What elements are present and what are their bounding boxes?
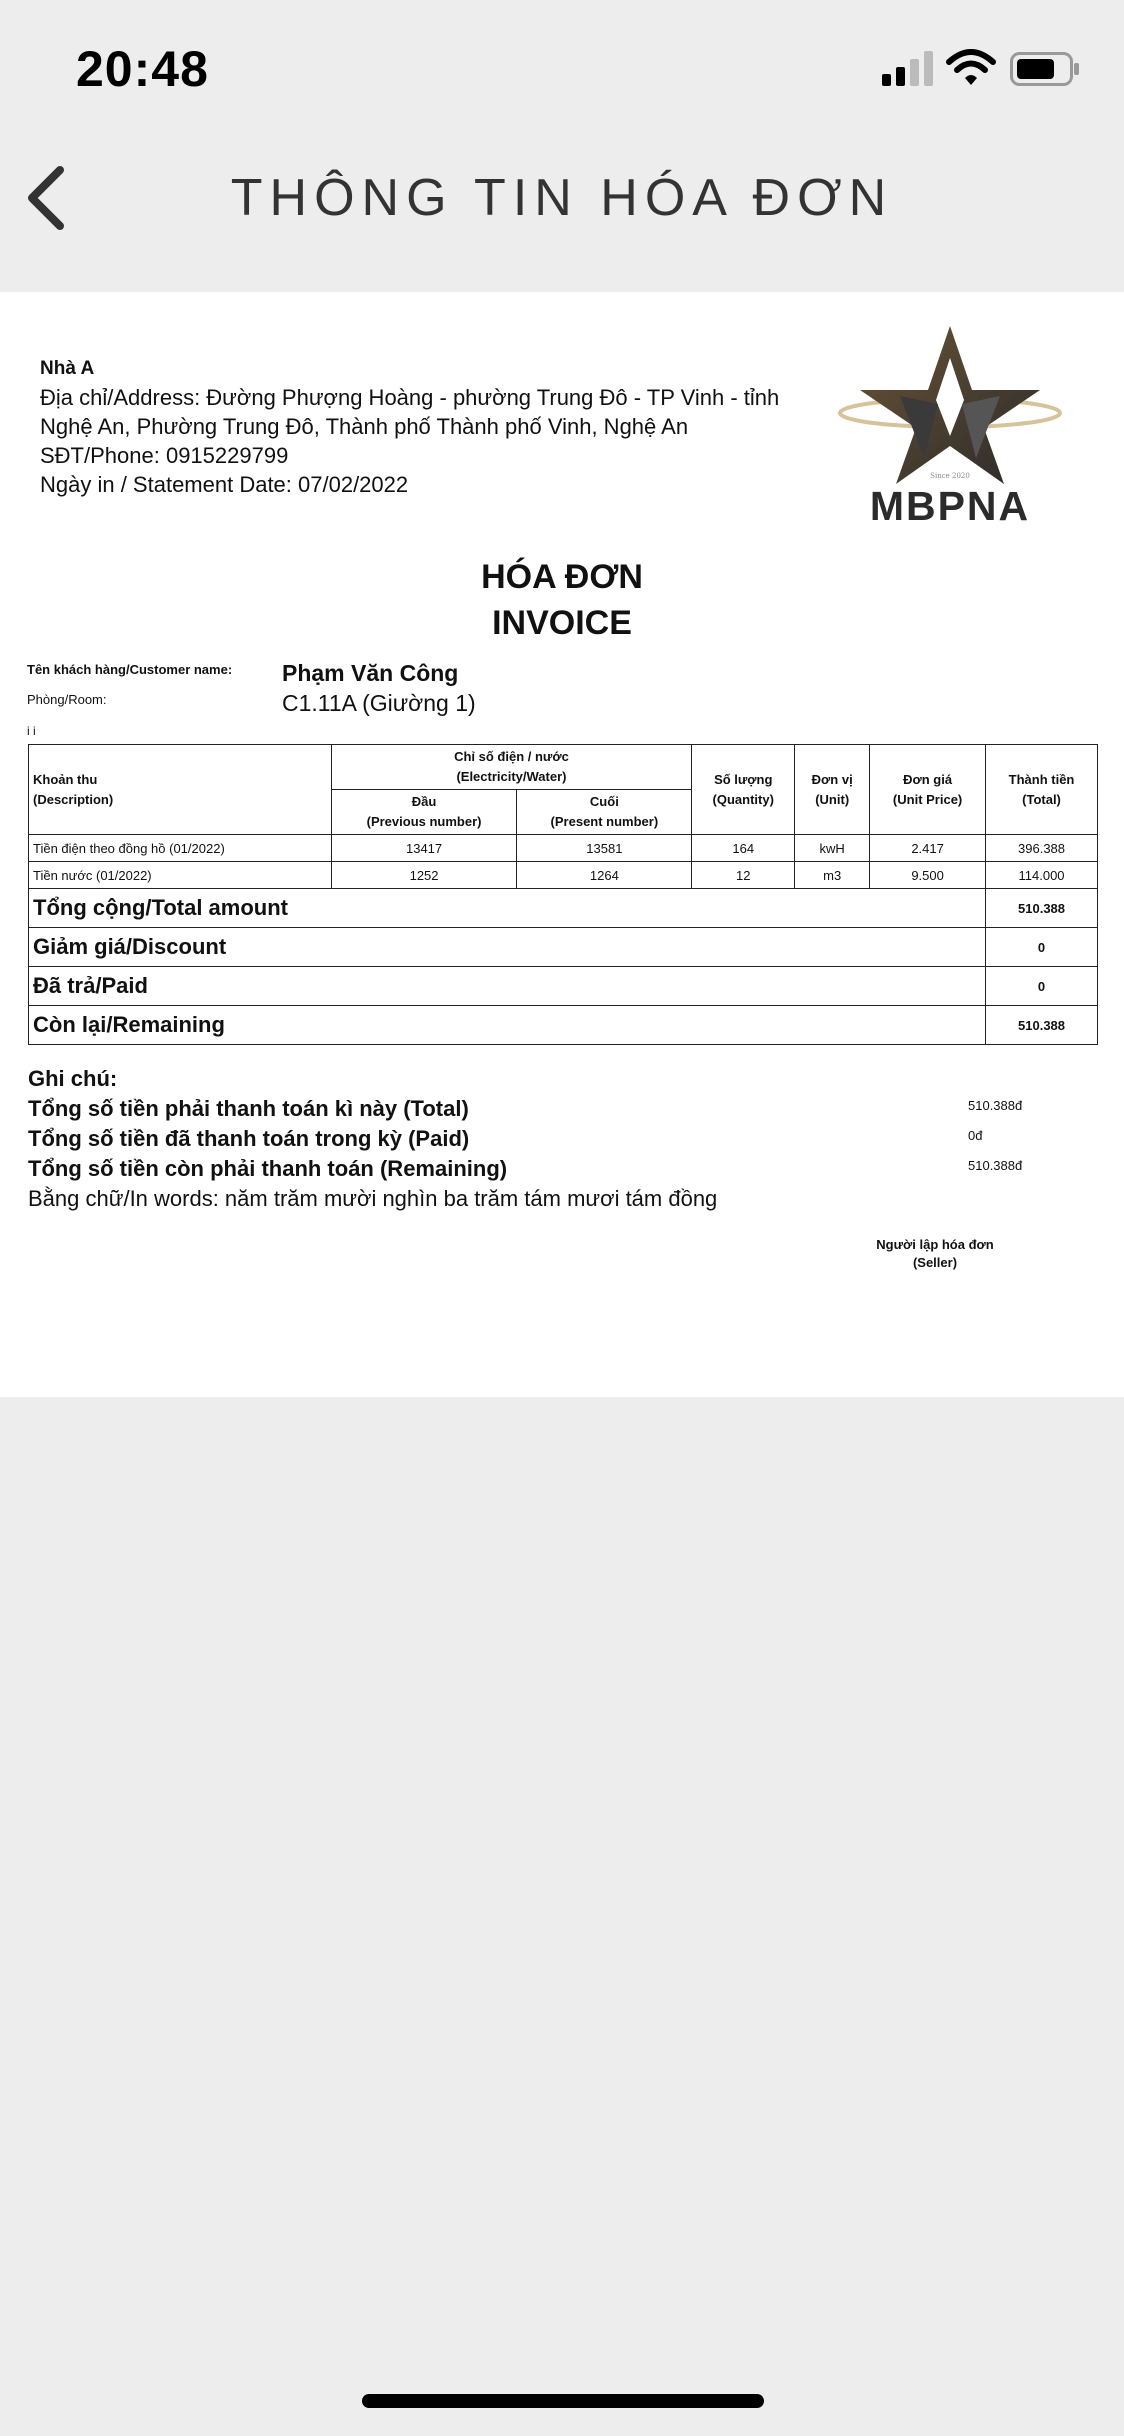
table-header-row <box>29 745 1098 790</box>
summary-row-discount <box>29 928 1098 967</box>
seller-signature-block <box>850 1236 1020 1272</box>
col-header-previous: Đầu (Previous number) <box>331 790 517 835</box>
cell-description: Tiền điện theo đồng hồ (01/2022) <box>29 835 332 862</box>
cell-total: 114.000 <box>986 862 1098 889</box>
note-remaining <box>28 1156 1098 1186</box>
cell-quantity: 164 <box>692 835 795 862</box>
cell-present: 13581 <box>517 835 692 862</box>
note-total <box>28 1096 1098 1126</box>
customer-name: Phạm Văn Công <box>282 660 459 686</box>
note-label: Tổng số tiền phải thanh toán kì này (Total) <box>28 1096 469 1121</box>
summary-label: Tổng cộng/Total amount <box>29 889 986 928</box>
note-label: Tổng số tiền đã thanh toán trong kỳ (Paid) <box>28 1126 470 1151</box>
summary-row-remaining <box>29 1006 1098 1045</box>
summary-row-total <box>29 889 1098 928</box>
note-label: Tổng số tiền còn phải thanh toán (Remaining) <box>28 1156 508 1181</box>
company-logo <box>830 318 1070 538</box>
col-header-total: Thành tiền (Total) <box>986 745 1098 835</box>
note-amount: 0đ <box>968 1128 983 1143</box>
note-amount: 510.388đ <box>968 1158 1023 1173</box>
col-header-meter: Chỉ số điện / nước (Electricity/Water) <box>331 745 692 790</box>
col-header-description: Khoản thu (Description) <box>29 745 332 835</box>
summary-value: 510.388 <box>986 1006 1098 1045</box>
cell-present: 1264 <box>517 862 692 889</box>
summary-label: Còn lại/Remaining <box>29 1006 986 1045</box>
notes-heading: Ghi chú: <box>28 1066 118 1091</box>
seller-label: Người lập hóa đơn <box>876 1237 994 1252</box>
cell-unit: kwH <box>795 835 870 862</box>
home-indicator[interactable] <box>362 2394 764 2408</box>
summary-row-paid <box>29 967 1098 1006</box>
invoice-title-vn: HÓA ĐƠN <box>481 558 643 596</box>
table-row <box>29 862 1098 889</box>
invoice-table <box>28 744 1098 1045</box>
invoice-document <box>0 292 1124 1397</box>
cell-quantity: 12 <box>692 862 795 889</box>
cell-description: Tiền nước (01/2022) <box>29 862 332 889</box>
cell-unit-price: 2.417 <box>870 835 986 862</box>
summary-value: 0 <box>986 967 1098 1006</box>
col-header-unit-price: Đơn giá (Unit Price) <box>870 745 986 835</box>
col-header-unit: Đơn vị (Unit) <box>795 745 870 835</box>
summary-value: 510.388 <box>986 889 1098 928</box>
wifi-icon <box>945 48 997 88</box>
summary-label: Giảm giá/Discount <box>29 928 986 967</box>
room-value: C1.11A (Giường 1) <box>282 690 476 716</box>
cell-unit: m3 <box>795 862 870 889</box>
invoice-title-en: INVOICE <box>492 604 632 642</box>
col-header-quantity: Số lượng (Quantity) <box>692 745 795 835</box>
battery-icon <box>1010 52 1080 86</box>
cell-total: 396.388 <box>986 835 1098 862</box>
table-row <box>29 835 1098 862</box>
company-address-line1: Địa chỉ/Address: Đường Phượng Hoàng - phường Trung Đô - TP Vinh - tỉnh <box>40 385 780 410</box>
summary-label: Đã trả/Paid <box>29 967 986 1006</box>
invoice-title <box>0 554 1124 646</box>
col-header-present: Cuối (Present number) <box>517 790 692 835</box>
logo-since-text: Since 2020 <box>930 472 970 480</box>
cellular-signal-icon <box>882 50 934 86</box>
customer-name-label: Tên khách hàng/Customer name: <box>27 662 233 677</box>
star-logo-icon <box>830 318 1070 488</box>
status-time: 20:48 <box>76 41 209 97</box>
note-amount: 510.388đ <box>968 1098 1023 1113</box>
cell-previous: 13417 <box>331 835 517 862</box>
company-info <box>40 354 820 499</box>
page-title: THÔNG TIN HÓA ĐƠN <box>230 169 894 227</box>
statement-date: Ngày in / Statement Date: 07/02/2022 <box>40 472 409 497</box>
cell-unit-price: 9.500 <box>870 862 986 889</box>
amount-in-words: Bằng chữ/In words: năm trăm mười nghìn ba trăm tám mươi tám đồng <box>28 1186 718 1211</box>
company-address-line2: Nghệ An, Phường Trung Đô, Thành phố Thành phố Vinh, Nghệ An <box>40 414 689 439</box>
seller-label-en: (Seller) <box>912 1255 958 1270</box>
stray-text: i i <box>27 724 36 738</box>
company-phone: SĐT/Phone: 0915229799 <box>40 443 289 468</box>
cell-previous: 1252 <box>331 862 517 889</box>
notes-section <box>28 1066 1098 1216</box>
room-label: Phòng/Room: <box>27 692 107 707</box>
summary-value: 0 <box>986 928 1098 967</box>
note-paid <box>28 1126 1098 1156</box>
company-name: Nhà A <box>40 358 95 379</box>
logo-wordmark: MBPNA <box>869 483 1031 529</box>
